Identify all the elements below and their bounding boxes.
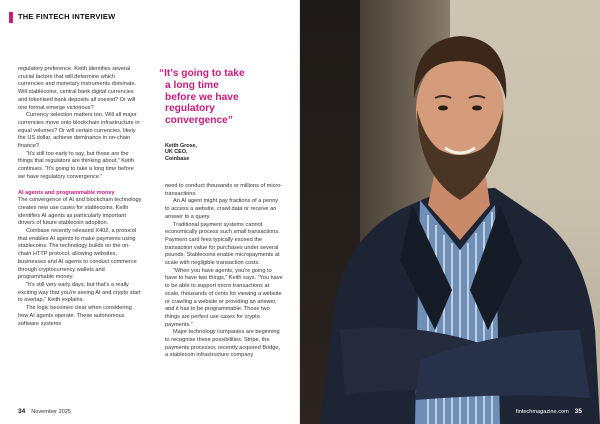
pull-quote-line: “It's going to take (159, 68, 245, 79)
section-accent-bar (9, 12, 13, 23)
paragraph: The logic becomes clear when considering how AI agents operate. These autonomous software systems (18, 305, 132, 327)
pull-quote-line: before we have (165, 91, 239, 103)
paragraph: Coinbase recently released X402, a protocol that enables AI agents to make payments using stablecoins. The technology builds on the on-chain HTTP protocol, allowing websites, businesses and AI agents to conduct commerce through cryptocurrency wallets and programmable money. (18, 228, 137, 281)
attribution-name: Keith Grose, (165, 143, 198, 149)
portrait-photo (300, 0, 600, 424)
page-number: 34 (18, 408, 26, 415)
paragraph: Traditional payment systems cannot economically process such small transactions. Payment card fees typically exceed the transaction value for purchases under several pounds. Stablecoins enable micropayments at scale with negligible transaction costs. (165, 221, 280, 267)
paragraph: “It's still very early days, but that's a really exciting way that you're seeing AI and crypto start to overlap,” Keith explains. (18, 281, 141, 304)
footer-right (516, 408, 582, 415)
right-page-photo (300, 0, 600, 424)
quote-attribution (165, 143, 197, 162)
issue-date: November 2025 (31, 409, 72, 415)
paragraph: regulatory preference. Keith identifies several crucial factors that will determine which currencies and monetary instruments dominate. Will stablecoins, central bank digital currencies and tokenised bank deposits all coexist? Or will one format emerge victorious? (18, 66, 137, 111)
left-page (0, 0, 299, 424)
pull-quote-line: convergence” (165, 115, 233, 127)
site-url: fintechmagazine.com (515, 409, 569, 415)
paragraph: Major technology companies are beginning to recognise these possibilities. Stripe, the payments processor, recently acquired Bridge, a stablecoin infrastructure company (165, 329, 281, 359)
paragraph: “It's still too early to say, but those are the things that regulators are thinking about,” Keith continues. “It's going to take a long time before we have regulatory convergence.” (18, 150, 134, 180)
article-column-left (18, 66, 142, 328)
paragraph: An AI agent might pay fractions of a penny to access a website, crawl data or receive an answer to a query. (165, 198, 279, 220)
pull-quote-line: regulatory (165, 103, 215, 115)
subheading: AI agents and programmable money (18, 189, 115, 196)
footer-left (18, 408, 71, 415)
paragraph: “When you have agents, you're going to have to have two things,” Keith says. “You have to be able to support micro transactions at scale, thousands of cents for viewing a website or crawling a website or providing an answer, and it has to be programmable. Those two things are perfect use cases for crypto payments.” (165, 267, 283, 328)
article-column-middle (165, 183, 283, 360)
pull-quote-line: a long time (165, 79, 219, 91)
attribution-role: UK CEO, (165, 149, 188, 156)
page-number: 35 (574, 408, 582, 415)
attribution-company: Coinbase (165, 155, 190, 162)
paragraph: Currency selection matters too. Will all major currencies move onto blockchain infrastructure in equal volumes? Or will certain currencies, likely the US dollar, achieve dominance in on-chain finance? (18, 112, 140, 150)
paragraph: need to conduct thousands or millions of micro-transactions. (165, 183, 283, 197)
section-title: THE FINTECH INTERVIEW (18, 12, 116, 21)
paragraph: The convergence of AI and blockchain technology creates new use cases for stablecoins. Keith identifies AI agents as particularly important drivers of future stablecoin adoption. (18, 197, 142, 227)
pull-quote (159, 68, 279, 127)
